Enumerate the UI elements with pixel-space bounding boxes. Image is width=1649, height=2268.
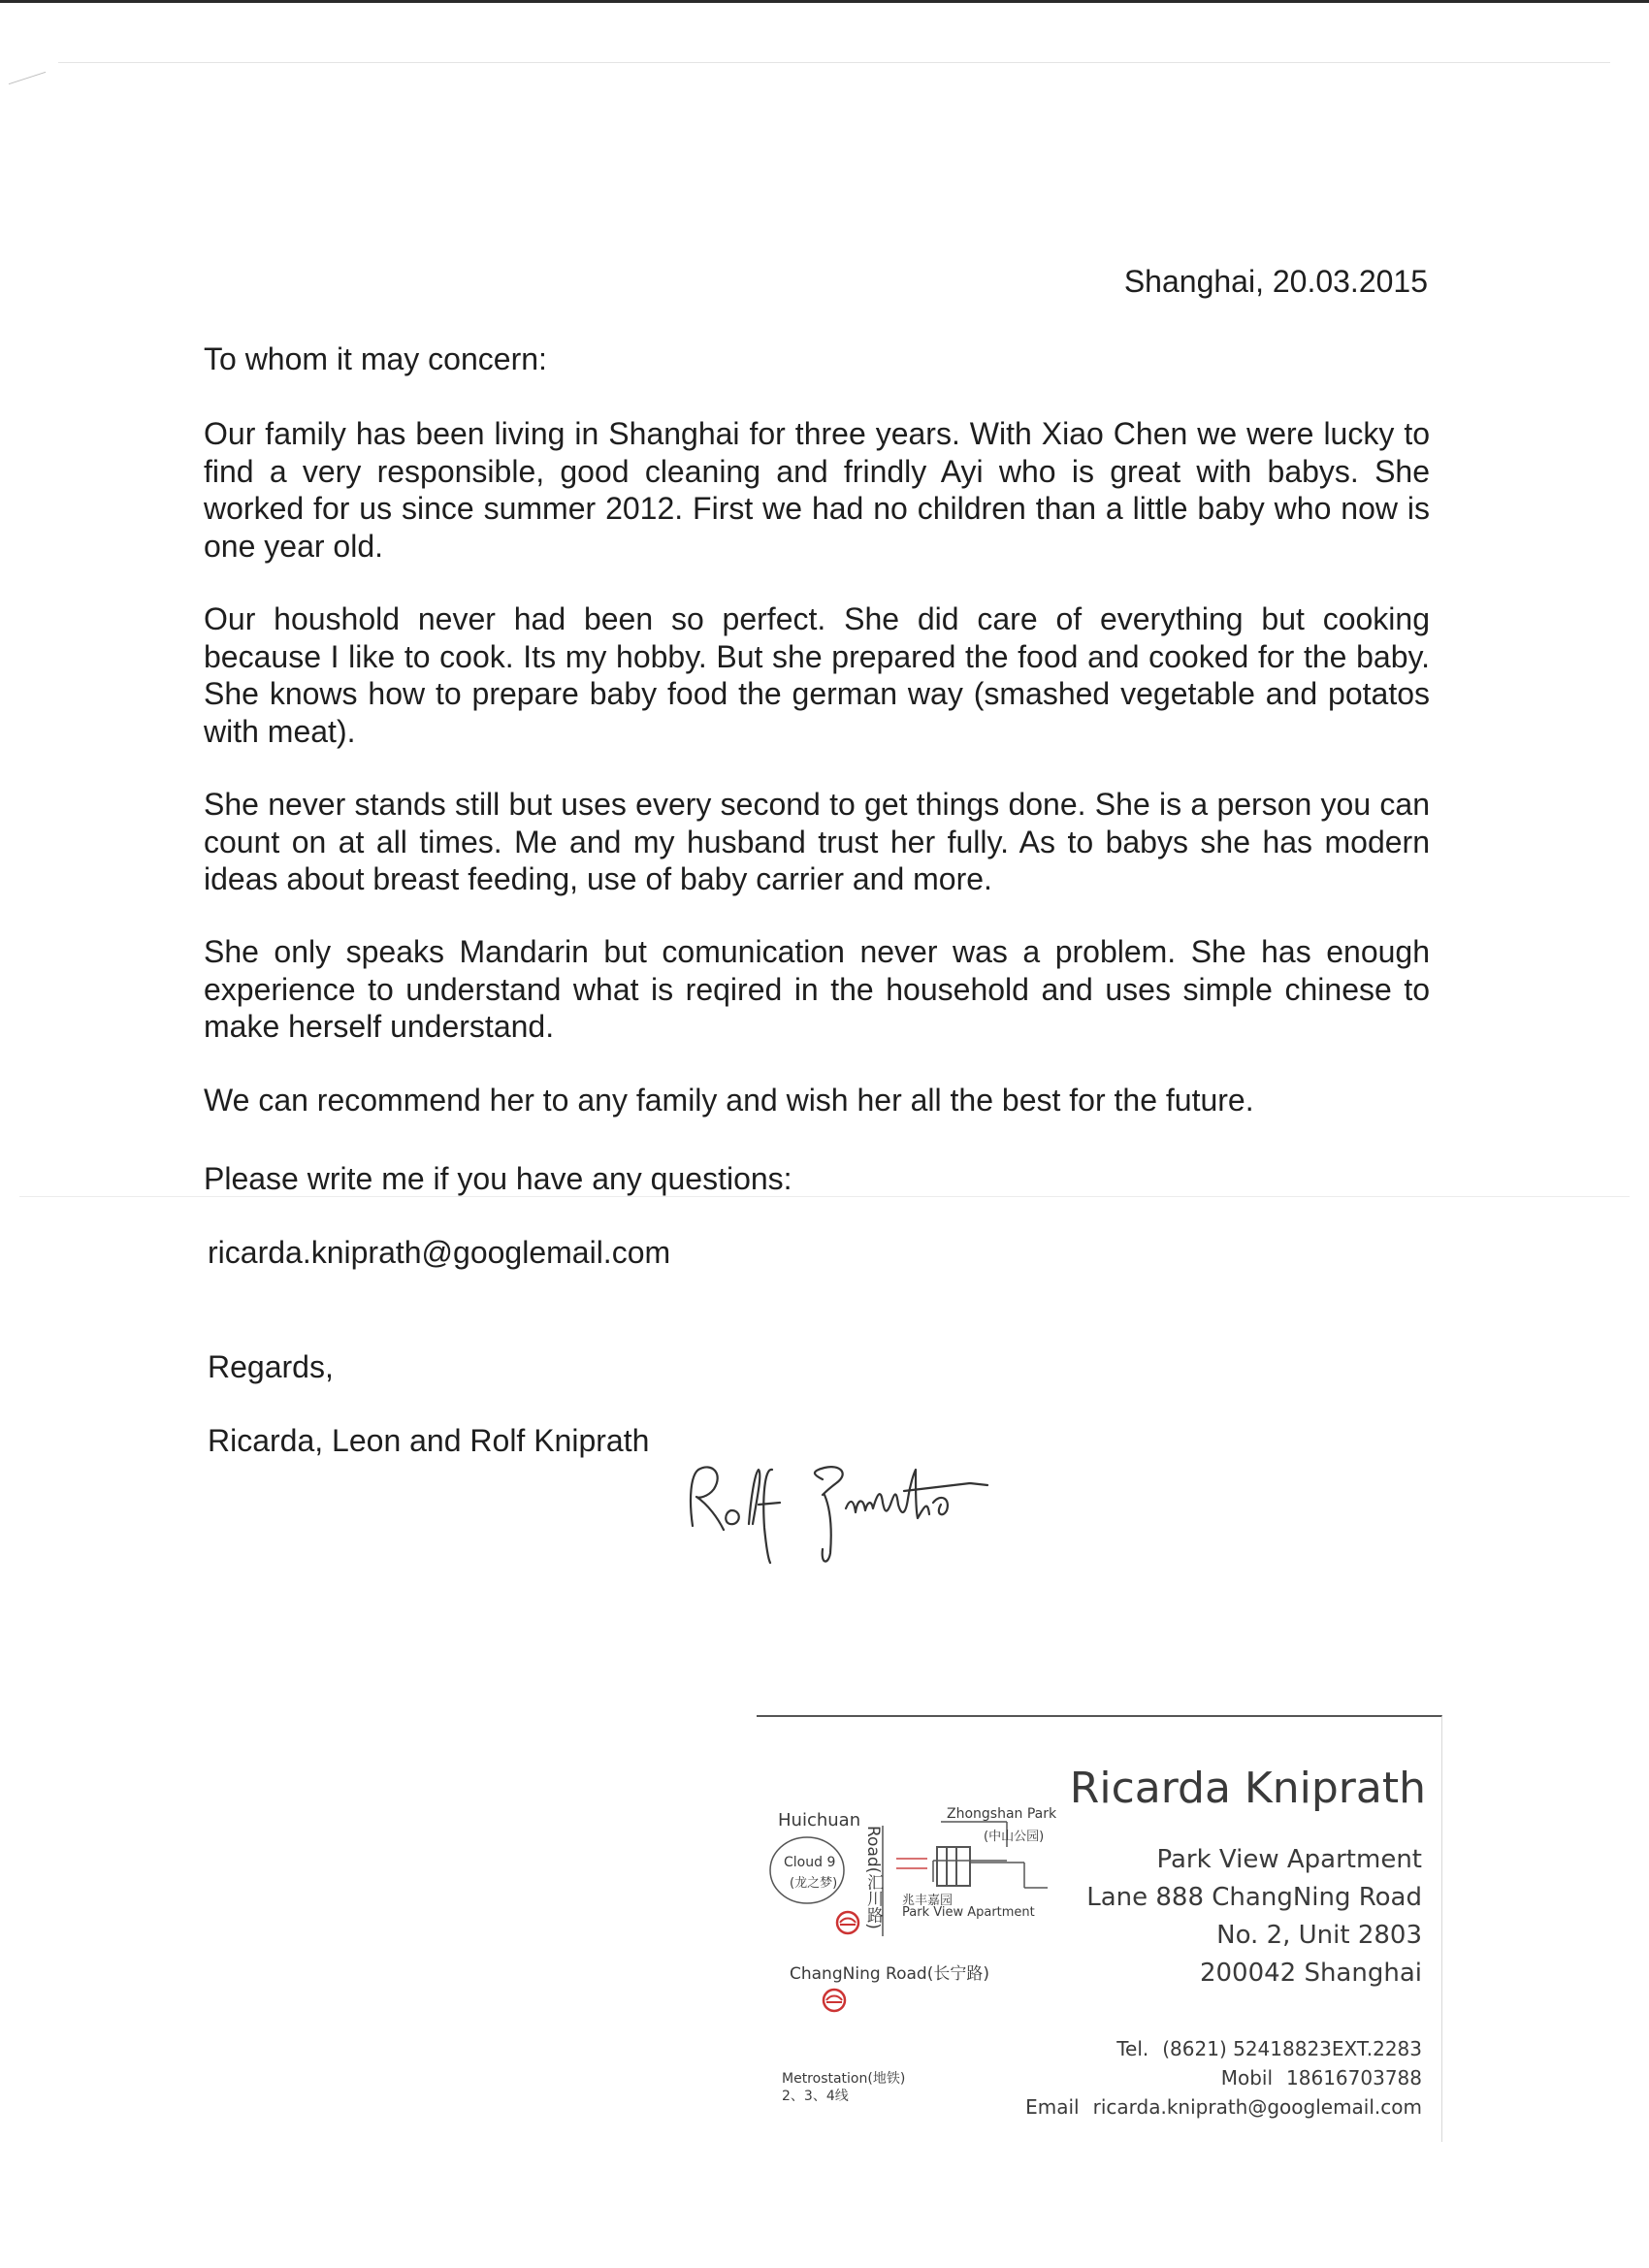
card-mobile-label: Mobil (1220, 2066, 1274, 2090)
card-telephone (1116, 2037, 1422, 2060)
map-label-park-view: Park View Apartment (902, 1905, 1035, 1920)
letter-date: Shanghai, 20.03.2015 (1123, 264, 1428, 299)
map-label-changning-road: ChangNing Road(长宁路) (790, 1964, 989, 1984)
card-email (1025, 2095, 1422, 2119)
card-mobile (1221, 2066, 1422, 2090)
business-card (757, 1715, 1442, 2142)
contact-email: ricarda.kniprath@googlemail.com (208, 1235, 671, 1270)
card-address (1086, 1841, 1422, 1993)
paragraph: She only speaks Mandarin but comunication never was a problem. She has enough experience to understand what is reqired in the household and uses simple chinese to make herself understand. (204, 934, 1430, 1044)
scan-edge (0, 0, 1649, 3)
card-mobile-value: 18616703788 (1286, 2066, 1422, 2090)
map-label-metro: Metrostation(地铁) (782, 2071, 906, 2087)
sender-names: Ricarda, Leon and Rolf Kniprath (208, 1423, 650, 1458)
card-address-line: Park View Apartment (1156, 1845, 1422, 1874)
card-tel-label: Tel. (1116, 2037, 1149, 2060)
map-label-metro-lines: 2、3、4线 (782, 2089, 849, 2104)
paragraph: Our family has been living in Shanghai for three years. With Xiao Chen we were lucky to find a very responsible, good cleaning and frindly Ayi who is great with babys. She worked for us since summer 2012. First we had no children than a little baby who now is one year old. (204, 416, 1430, 564)
map-label-cloud9-cn: (龙之梦) (790, 1876, 838, 1891)
card-address-line: Lane 888 ChangNing Road (1086, 1883, 1422, 1912)
card-tel-value: (8621) 52418823EXT.2283 (1162, 2037, 1422, 2060)
closing: Regards, (208, 1349, 334, 1384)
map-label-cloud9: Cloud 9 (784, 1855, 836, 1870)
map-label-zhongshan-park-cn: (中山公园) (984, 1830, 1045, 1844)
map-label-zhongshan-park: Zhongshan Park (947, 1806, 1057, 1822)
handwritten-signature (679, 1441, 1028, 1586)
paragraph: Please write me if you have any questions: (204, 1161, 792, 1196)
card-address-line: 200042 Shanghai (1199, 1959, 1422, 1988)
paper-fold-line (58, 62, 1610, 63)
map-label-huichuan-road: Road(汇川路) (863, 1826, 883, 1929)
paragraph: She never stands still but uses every second to get things done. She is a person you can count on at all times. Me and my husband trust her fully. As to babys she has modern ideas about breast feeding, use of baby carrier and more. (204, 787, 1430, 896)
paragraph: Our houshold never had been so perfect. She did care of everything but cooking because I like to cook. Its my hobby. But she prepared the food and cooked for the baby. She knows how to prepare baby food the german way (smashed vegetable and potatos with meat). (204, 601, 1430, 749)
paragraph: We can recommend her to any family and wish her all the best for the future. (204, 1083, 1254, 1118)
card-email-label: Email (1025, 2095, 1080, 2119)
map-label-zhaofeng: 兆丰嘉园 (902, 1894, 954, 1908)
card-address-line: No. 2, Unit 2803 (1216, 1921, 1422, 1950)
map-label-huichuan: Huichuan (778, 1810, 861, 1831)
paper-corner-mark (9, 72, 46, 84)
card-email-value: ricarda.kniprath@googlemail.com (1092, 2095, 1422, 2119)
card-name: Ricarda Kniprath (1069, 1764, 1426, 1813)
salutation: To whom it may concern: (204, 341, 547, 376)
